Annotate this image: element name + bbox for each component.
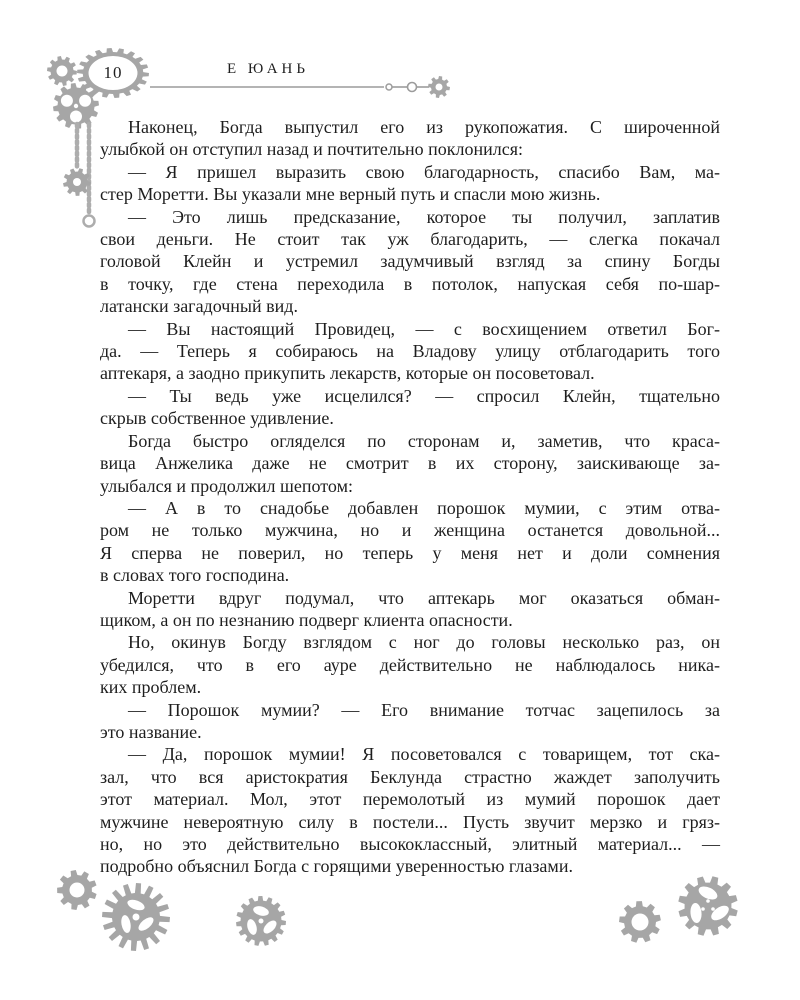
gear-icon: [428, 76, 450, 98]
text-line: подробно объяснил Богда с горящими уверенностью глазами.: [100, 856, 573, 877]
text-line: свои деньги. Не стоит так уж благодарить, — слегка покачал: [100, 229, 720, 250]
text-line: но, но это действительно высококлассный, элитный материал... —: [100, 834, 720, 854]
text-line: — Это лишь предсказание, которое ты получил, заплатив: [128, 206, 720, 227]
paragraph: [100, 699, 720, 744]
text-line: Наконец, Богда выпустил его из рукопожатия. С широченной: [128, 117, 720, 137]
paragraph: [100, 161, 720, 206]
text-line: щиком, а он по незнанию подверг клиента опасности.: [100, 609, 513, 630]
text-line: этот материал. Мол, этот перемолотый из мумий порошок дает: [100, 789, 720, 810]
paragraph: [100, 385, 720, 430]
paragraph: [100, 743, 720, 877]
page-number: 10: [103, 63, 123, 82]
gear-icon: [102, 883, 170, 951]
paragraph: [100, 116, 720, 161]
text-line: аптекаря, а заодно прикупить лекарств, которые он посоветовал.: [100, 363, 595, 384]
body-text: [100, 116, 720, 878]
text-line: в словах того господина.: [100, 565, 290, 586]
text-line: головой Клейн и устремил задумчивый взгляд за спину Богды: [100, 251, 720, 272]
paragraph: [100, 497, 720, 587]
text-line: — Я пришел выразить свою благодарность, спасибо Вам, ма-: [128, 161, 720, 182]
header-rule: [150, 83, 429, 92]
text-line: убедился, что в его ауре действительно не наблюдалось ника-: [100, 654, 720, 675]
paragraph: [100, 430, 720, 497]
text-line: Но, окинув Богду взглядом с ног до головы несколько раз, он: [128, 632, 720, 653]
text-line: зал, что вся аристократия Беклунда страстно жаждет заполучить: [100, 766, 720, 787]
text-line: — Порошок мумии? — Его внимание тотчас зацепилось за: [128, 699, 720, 720]
text-line: — Ты ведь уже исцелился? — спросил Клейн, тщательно: [128, 385, 720, 406]
text-line: это название.: [100, 721, 202, 742]
paragraph: [100, 631, 720, 698]
chain-icon: [77, 124, 89, 212]
text-line: улыбкой он отступил назад и почтительно поклонился:: [100, 139, 524, 160]
gear-icon: [57, 870, 97, 910]
paragraph: [100, 206, 720, 318]
text-line: да. — Теперь я собираюсь на Владову улицу отблагодарить того: [100, 341, 720, 362]
text-line: Богда быстро огляделся по сторонам и, заметив, что краса-: [128, 430, 720, 451]
text-line: Моретти вдруг подумал, что аптекарь мог оказаться обман-: [128, 587, 720, 608]
text-line: — Да, порошок мумии! Я посоветовался с товарищем, тот ска-: [128, 744, 720, 765]
gear-icon: [678, 876, 737, 935]
paragraph: [100, 318, 720, 385]
text-line: мужчине невероятную силу в постели... Пусть звучит мерзко и гряз-: [100, 811, 720, 832]
text-line: — Вы настоящий Провидец, — с восхищением ответил Бог-: [128, 318, 720, 339]
text-line: в точку, где стена переходила в потолок, напуская себя по-шар-: [100, 273, 720, 294]
text-line: ром не только мужчина, но и женщина останется довольной...: [100, 520, 720, 541]
text-line: вица Анжелика даже не смотрит в их сторону, заискивающе за-: [100, 453, 720, 474]
gear-icon: [236, 896, 286, 946]
text-line: латански загадочный вид.: [100, 296, 298, 317]
ring-icon: [84, 216, 95, 227]
gear-icon: [47, 56, 77, 86]
text-line: ких проблем.: [100, 677, 202, 698]
text-line: стер Моретти. Вы указали мне верный путь и спасли мою жизнь.: [100, 184, 601, 205]
paragraph: [100, 587, 720, 632]
text-line: Я сперва не поверил, но теперь у меня нет и доли сомнения: [100, 542, 720, 563]
gear-icon: [619, 901, 661, 943]
text-line: скрыв собственное удивление.: [100, 408, 334, 429]
running-head: Е ЮАНЬ: [226, 61, 310, 77]
text-line: — А в то снадобье добавлен порошок мумии, с этим отва-: [128, 497, 720, 518]
text-line: улыбался и продолжил шепотом:: [100, 475, 353, 496]
